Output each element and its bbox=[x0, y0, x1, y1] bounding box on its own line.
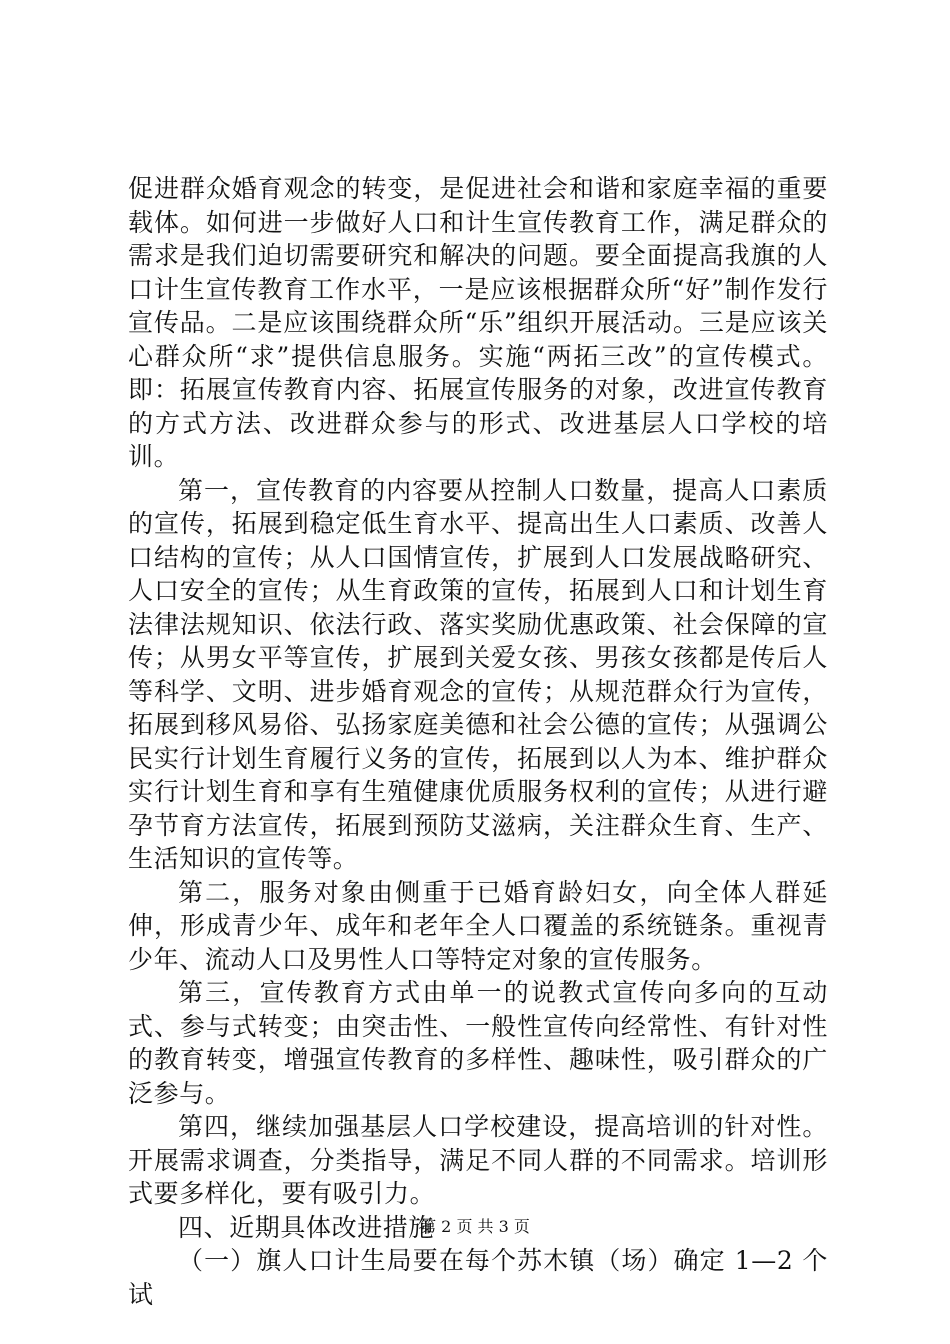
paragraph-3: 第二，服务对象由侧重于已婚育龄妇女，向全体人群延伸，形成青少年、成年和老年全人口覆盖的系统链条。重视青少年、流动人口及男性人口等特定对象的宣传服务。 bbox=[128, 877, 828, 974]
paragraph-2: 第一，宣传教育的内容要从控制人口数量，提高人口素质的宣传，拓展到稳定低生育水平、提高出生人口素质、改善人口结构的宣传；从人口国情宣传，扩展到人口发展战略研究、人口安全的宣传；从生育政策的宣传，拓展到人口和计划生育法律法规知识、依法行政、落实奖励优惠政策、社会保障的宣传；从男女平等宣传，扩展到关爱女孩、男孩女孩都是传后人等科学、文明、进步婚育观念的宣传；从规范群众行为宣传，拓展到移风易俗、弘扬家庭美德和社会公德的宣传；从强调公民实行计划生育履行义务的宣传，拓展到以人为本、维护群众实行计划生育和享有生殖健康优质服务权利的宣传；从进行避孕节育方法宣传，拓展到预防艾滋病，关注群众生育、生产、生活知识的宣传等。 bbox=[128, 475, 828, 873]
paragraph-5: 第四，继续加强基层人口学校建设，提高培训的针对性。开展需求调查，分类指导，满足不同人群的不同需求。培训形式要多样化，要有吸引力。 bbox=[128, 1112, 828, 1208]
paragraph-4: 第三，宣传教育方式由单一的说教式宣传向多向的互动式、参与式转变；由突击性、一般性宣传向经常性、有针对性的教育转变，增强宣传教育的多样性、趣味性，吸引群众的广泛参与。 bbox=[128, 978, 828, 1108]
section-heading: 四、近期具体改进措施 bbox=[178, 1212, 435, 1242]
page-number-footer: 第 2 页 共 3 页 bbox=[420, 1217, 530, 1236]
document-body bbox=[128, 172, 828, 1311]
paragraph-1: 促进群众婚育观念的转变，是促进社会和谐和家庭幸福的重要载体。如何进一步做好人口和计生宣传教育工作，满足群众的需求是我们迫切需要研究和解决的问题。要全面提高我旗的人口计生宣传教育工作水平，一是应该根据群众所“好”制作发行宣传品。二是应该围绕群众所“乐”组织开展活动。三是应该关心群众所“求”提供信息服务。实施“两拓三改”的宣传模式。即：拓展宣传教育内容、拓展宣传服务的对象，改进宣传教育的方式方法、改进群众参与的形式、改进基层人口学校的培训。 bbox=[128, 174, 828, 471]
paragraph-7: （一）旗人口计生局要在每个苏木镇（场）确定 1—2 个试 bbox=[128, 1246, 828, 1309]
